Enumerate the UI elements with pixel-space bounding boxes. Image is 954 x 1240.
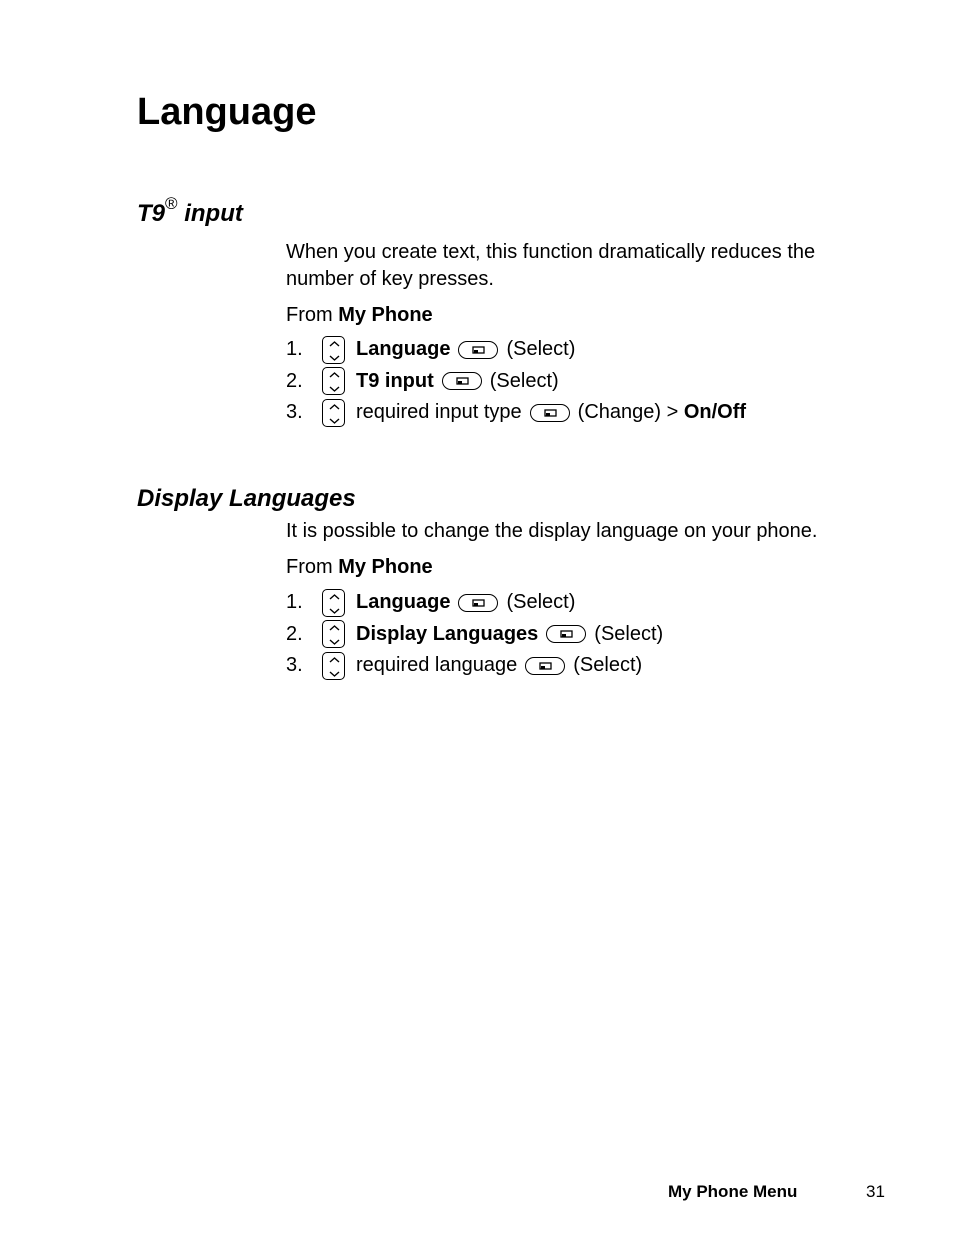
t9-steps [286,334,746,429]
navigation-up-down-key-icon [322,367,345,395]
t9-from-line [286,302,876,329]
step-action: (Change) > [577,401,684,424]
from-prefix: From [286,556,339,578]
select-softkey-icon [458,341,498,359]
display-description: It is possible to change the display language on your phone. [286,520,818,542]
t9-title-main: T9 [137,200,166,227]
display-from-line [286,554,876,581]
select-softkey-icon [546,625,586,643]
display-steps [286,587,663,682]
page-title: Language [137,91,317,133]
step-2 [286,619,663,651]
step-item: Language [356,591,451,614]
registered-mark: ® [165,194,178,213]
section-title-display-languages: Display Languages [137,485,356,512]
step-result: On/Off [683,401,747,424]
select-softkey-icon [530,404,570,422]
step-number: 1. [286,591,303,614]
navigation-up-down-key-icon [322,336,345,364]
navigation-up-down-key-icon [322,652,345,680]
step-number: 2. [286,622,303,645]
step-number: 3. [286,654,303,677]
step-action: (Select) [573,654,643,677]
t9-description: When you create text, this function dramatically reduces the number of key presses. [286,241,816,290]
navigation-up-down-key-icon [322,399,345,427]
from-menu: My Phone [338,304,433,326]
step-1 [286,334,746,366]
step-3 [286,650,663,682]
step-item: Display Languages [356,622,539,645]
step-item: Language [356,338,451,361]
navigation-up-down-key-icon [322,620,345,648]
from-prefix: From [286,304,339,326]
step-item: required input type [356,401,522,424]
step-2 [286,366,746,398]
t9-title-rest: input [177,200,243,227]
step-action: (Select) [506,338,576,361]
step-1 [286,587,663,619]
step-action: (Select) [594,622,664,645]
select-softkey-icon [458,594,498,612]
step-item: required language [356,654,518,677]
step-item: T9 input [356,369,434,392]
step-number: 3. [286,401,303,424]
select-softkey-icon [442,372,482,390]
footer-section-title: My Phone Menu [668,1182,798,1201]
navigation-up-down-key-icon [322,589,345,617]
step-3 [286,397,746,429]
step-number: 2. [286,369,303,392]
step-number: 1. [286,338,303,361]
section-title-t9-input [137,194,243,229]
step-action: (Select) [506,591,576,614]
select-softkey-icon [525,657,565,675]
step-action: (Select) [489,369,559,392]
from-menu: My Phone [338,556,433,578]
page-number: 31 [866,1182,885,1201]
